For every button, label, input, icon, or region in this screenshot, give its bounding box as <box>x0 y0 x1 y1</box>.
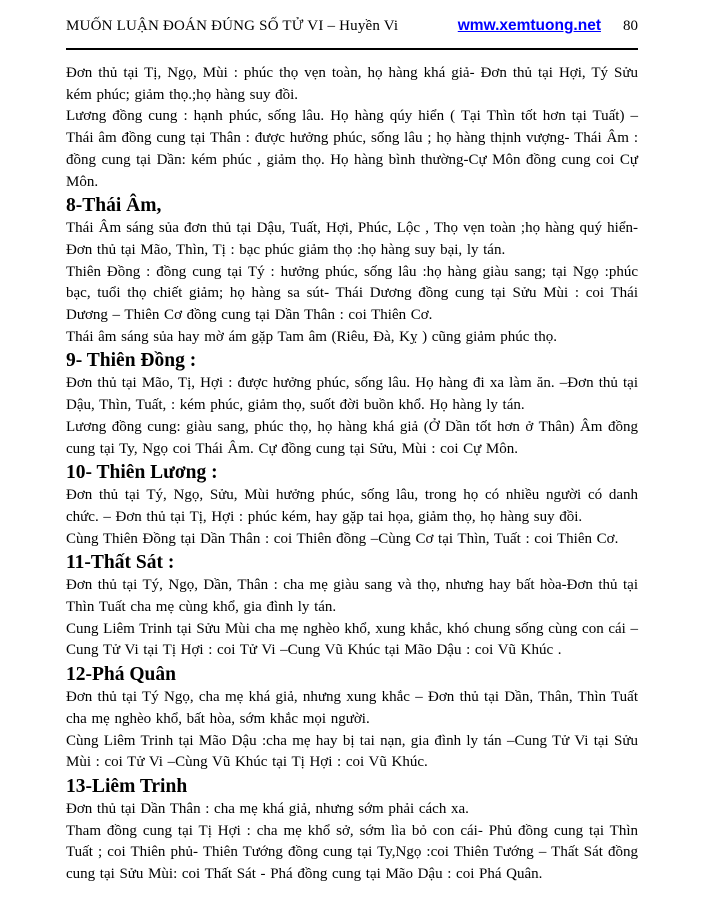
website-link[interactable]: wmw.xemtuong.net <box>457 17 601 34</box>
section-heading: 12-Phá Quân <box>66 664 176 686</box>
body-paragraph: Thái âm sáng sủa hay mờ ám gặp Tam âm (Riêu, Đà, Kỵ ) cũng giảm phúc thọ. <box>66 328 557 345</box>
body-paragraph: Đơn thủ tại Dần Thân : cha mẹ khá giả, nhưng sớm phải cách xa. <box>66 800 469 817</box>
header-rule <box>66 48 638 50</box>
body-paragraph: Đơn thủ tại Tý, Ngọ, Dần, Thân : cha mẹ giàu sang và thọ, nhưng hay bất hòa-Đơn thủ tại Thìn Tuất cha mẹ cùng khổ, gia đình ly tán. <box>66 577 638 616</box>
book-title: MUỐN LUẬN ĐOÁN ĐÚNG SỐ TỬ VI – Huyền Vi <box>66 18 399 34</box>
section-heading: 11-Thất Sát : <box>66 552 175 574</box>
section-heading: 9- Thiên Đồng : <box>66 350 197 372</box>
body-paragraph: Cung Liêm Trinh tại Sửu Mùi cha mẹ nghèo khổ, xung khắc, khó chung sống cùng con cái – Cung Tử Vi tại Tị Hợi : coi Tử Vi –Cung Vũ Khúc tại Mão Dậu : coi Vũ Khúc . <box>66 620 638 659</box>
page-number: 80 <box>623 18 638 34</box>
section-heading: 13-Liêm Trinh <box>66 775 188 797</box>
body-paragraph: Cùng Liêm Trinh tại Mão Dậu :cha mẹ hay bị tai nạn, gia đình ly tán –Cung Tử Vi tại Sửu Mùi : coi Tử Vi –Cùng Vũ Khúc tại Tị Hợi : coi Vũ Khúc. <box>66 732 638 771</box>
body-paragraph: Đơn thủ tại Mão, Tị, Hợi : được hưởng phúc, sống lâu. Họ hàng đi xa làm ăn. –Đơn thủ tại Dậu, Thìn, Tuất, : kém phúc, giảm thọ, suốt đời buồn khổ. Họ hàng ly tán. <box>66 375 638 414</box>
body-paragraph: Lương đồng cung : hạnh phúc, sống lâu. Họ hàng qúy hiển ( Tại Thìn tốt hơn tại Tuất) –Thái âm đồng cung tại Thân : được hưởng phúc, sống lâu ; họ hàng thịnh vượng- Thái Âm : đồng cung tại Dần: kém phúc , giảm thọ. Họ hàng bình thường-Cự Môn đồng cung coi Cự Môn. <box>66 108 638 190</box>
body-paragraph: Thái Âm sáng sủa đơn thủ tại Dậu, Tuất, Hợi, Phúc, Lộc , Thọ vẹn toàn ;họ hàng quý hiển- Đơn thủ tại Mão, Thìn, Tị : bạc phúc giảm thọ :họ hàng suy bại, ly tán. <box>66 220 638 258</box>
page-header <box>66 16 638 36</box>
section-heading: 10- Thiên Lương : <box>66 462 218 484</box>
document-body <box>66 63 638 886</box>
body-paragraph: Đơn thủ tại Tý, Ngọ, Sửu, Mùi hưởng phúc, sống lâu, trong họ có nhiều người có danh chức. – Đơn thủ tại Tị, Hợi : phúc kém, hay gặp tai họa, giảm thọ, họ hàng suy đồi. <box>66 487 638 525</box>
body-paragraph: Cùng Thiên Đồng tại Dần Thân : coi Thiên đồng –Cùng Cơ tại Thìn, Tuất : coi Thiên Cơ. <box>66 530 619 547</box>
body-paragraph: Đơn thủ tại Tý Ngọ, cha mẹ khá giả, nhưng xung khắc – Đơn thủ tại Dần, Thân, Thìn Tuất cha mẹ nghèo khổ, bất hòa, sớm khắc mọi người. <box>66 689 638 727</box>
section-heading: 8-Thái Âm, <box>66 195 162 217</box>
body-paragraph: Lương đồng cung: giàu sang, phúc thọ, họ hàng khá giả (Ở Dần tốt hơn ở Thân) Âm đồng cung tại Ty, Ngọ coi Thái Âm. Cự đồng cung tại Sửu, Mùi : coi Cự Môn. <box>66 418 638 457</box>
body-paragraph: Tham đồng cung tại Tị Hợi : cha mẹ khổ sở, sớm lìa bỏ con cái- Phủ đồng cung tại Thìn Tuất ; coi Thiên phủ- Thiên Tướng đồng cung tại Ty,Ngọ :coi Thiên Tướng – Thất Sát đồng cung tại Sửu Mùi: coi Thất Sát - Phá đồng cung tại Mão Dậu : coi Phá Quân. <box>66 822 638 883</box>
body-paragraph: Đơn thủ tại Tị, Ngọ, Mùi : phúc thọ vẹn toàn, họ hàng khá giả- Đơn thủ tại Hợi, Tý Sửu kém phúc; giảm thọ.;họ hàng suy đồi. <box>66 65 638 103</box>
body-paragraph: Thiên Đồng : đồng cung tại Tý : hưởng phúc, sống lâu :họ hàng giàu sang; tại Ngọ :phúc bạc, tuổi thọ chiết giảm; họ hàng sa sút- Thái Dương đồng cung tại Sửu Mùi : coi Thái Dương – Thiên Cơ đồng cung tại Dần Thân : coi Thiên Cơ. <box>66 263 638 324</box>
